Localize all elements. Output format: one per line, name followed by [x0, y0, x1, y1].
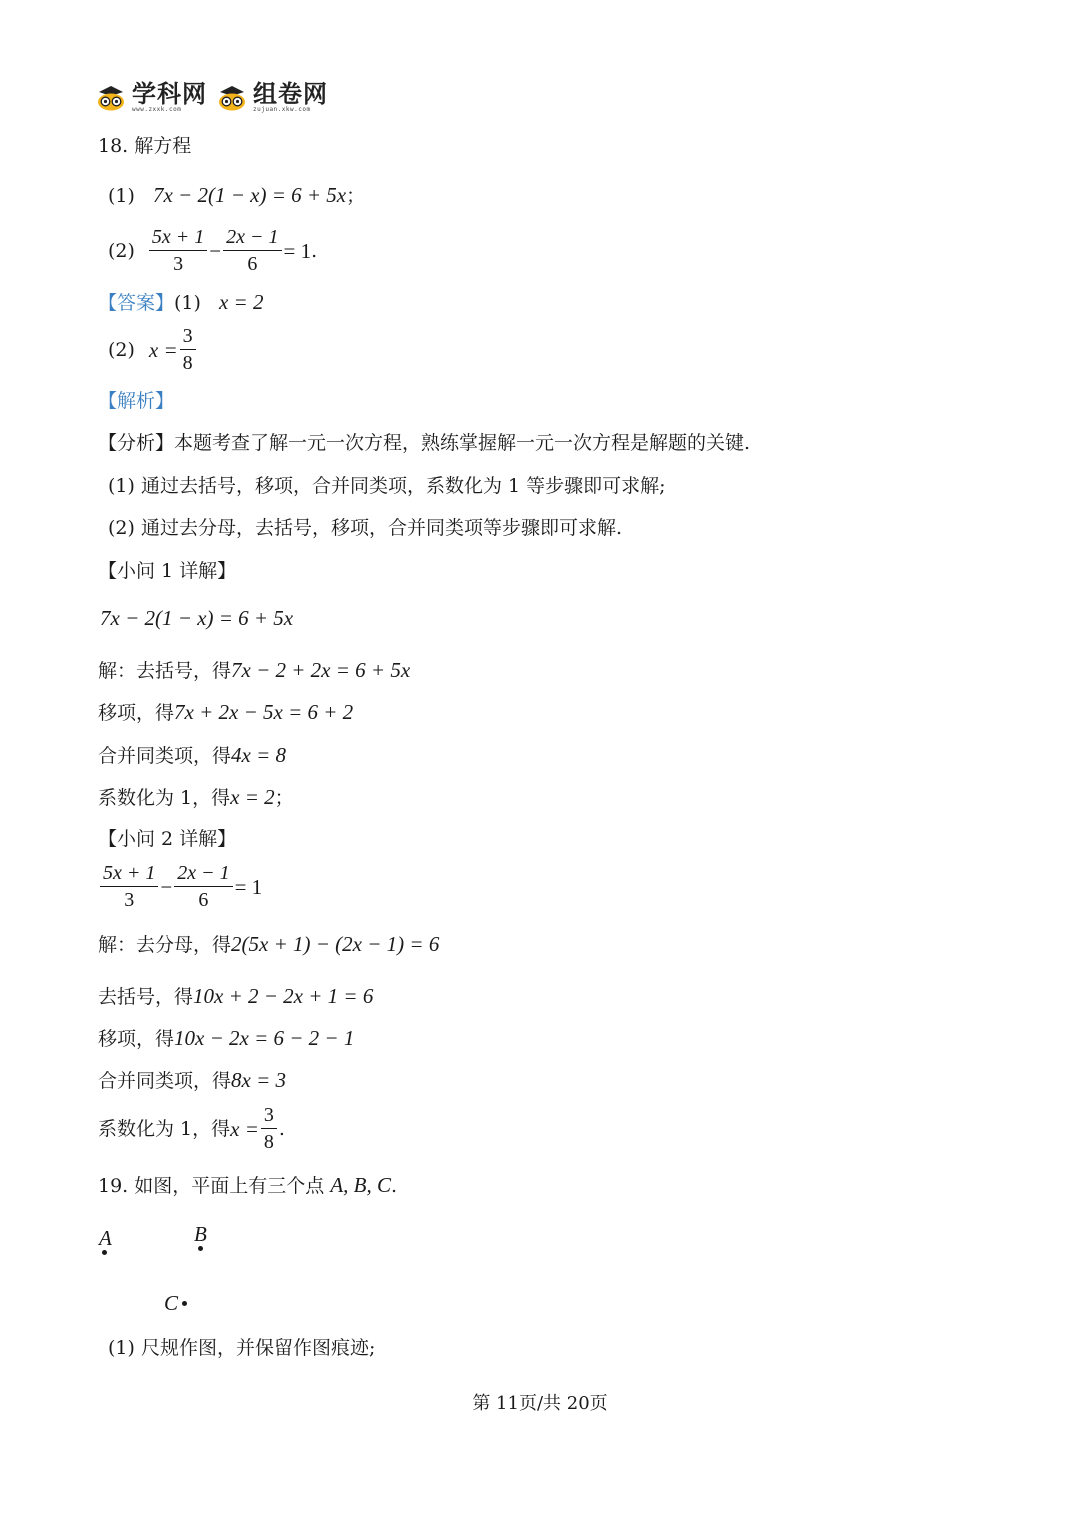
step-equation: 7x + 2x − 5x = 6 + 2: [174, 700, 354, 724]
fraction-numerator: 3: [261, 1102, 277, 1129]
detail-2-rhs: = 1: [234, 874, 263, 899]
detail-2-fraction-2: [174, 860, 232, 913]
detail-2-step-5: [98, 1102, 285, 1155]
logo-xuekewang: [96, 82, 207, 114]
q18-part2-end: .: [311, 239, 318, 262]
step-text: 合并同类项，得: [98, 1070, 232, 1092]
q18-part2-rhs: = 1: [283, 238, 312, 263]
fraction-denominator: 6: [198, 889, 209, 911]
step-text: 解：去分母，得: [98, 934, 232, 956]
step-equation: 7x − 2 + 2x = 6 + 5x: [231, 658, 411, 682]
answer-2-lhs: x =: [148, 337, 178, 362]
q18-part2-minus: −: [209, 238, 222, 263]
points-figure: [96, 1222, 256, 1317]
step-text: 合并同类项，得: [98, 745, 232, 767]
fraction-denominator: 8: [182, 352, 193, 374]
step-text: 移项，得: [98, 1028, 175, 1050]
step-text: 解：去括号，得: [98, 660, 232, 682]
point-a-dot: [102, 1250, 107, 1255]
step-fraction: [261, 1102, 277, 1155]
fraction-denominator: 8: [263, 1131, 274, 1153]
step-text: 系数化为 1，得: [98, 1117, 231, 1140]
logo1-text: 学科网: [132, 80, 207, 108]
fraction-denominator: 6: [247, 253, 258, 275]
step-end: ；: [274, 787, 294, 809]
logo-zujuanwang: [217, 82, 328, 114]
fraction-numerator: 5x + 1: [149, 224, 207, 251]
owl-logo-icon: [96, 85, 126, 111]
q18-part1-end: ；: [346, 185, 366, 207]
q18-part2-fraction-2: [223, 224, 281, 277]
analysis-step-1: (1) 通过去括号，移项，合并同类项，系数化为 1 等步骤即可求解;: [108, 475, 666, 497]
detail-2-title: 【小问 2 详解】: [98, 828, 237, 850]
question-18-title: 18. 解方程: [98, 135, 192, 157]
q19-part1: (1) 尺规作图，并保留作图痕迹;: [108, 1337, 376, 1359]
detail-1-equation: [100, 606, 293, 631]
detail-2-step-1: [98, 932, 439, 957]
answer-line-2: [108, 323, 198, 376]
detail-2-fraction-1: [100, 860, 158, 913]
point-b-dot: [198, 1246, 203, 1251]
step-equation: 10x − 2x = 6 − 2 − 1: [174, 1026, 355, 1050]
q18-part2-label: (2): [108, 239, 135, 262]
detail-1-title: 【小问 1 详解】: [98, 560, 237, 582]
page-number: 第 11页/共 20页: [472, 1393, 608, 1414]
q18-part1-label: (1): [108, 185, 135, 207]
step-equation: x = 2: [230, 785, 275, 809]
analysis-tag: 【解析】: [98, 390, 175, 412]
point-c-label: C: [164, 1291, 179, 1315]
step-equation: 2(5x + 1) − (2x − 1) = 6: [231, 932, 440, 956]
fraction-numerator: 3: [180, 323, 196, 350]
point-b-label: B: [194, 1222, 207, 1246]
answer-line-1: [98, 290, 263, 315]
detail-2-equation: [98, 860, 262, 913]
owl-logo-icon: [217, 85, 247, 111]
answer-tag: 【答案】: [98, 292, 175, 314]
detail-1-step-4: [98, 785, 294, 810]
detail-2-step-2: [98, 984, 373, 1009]
point-c-dot: [182, 1301, 187, 1306]
analysis-summary: 【分析】本题考查了解一元一次方程，熟练掌握解一元一次方程是解题的关键.: [98, 432, 751, 454]
detail-1-step-3: [98, 743, 286, 768]
analysis-step-2: (2) 通过去分母，去括号，移项，合并同类项等步骤即可求解.: [108, 517, 622, 539]
answer-2-label: (2): [108, 338, 135, 361]
q18-part2-fraction-1: [149, 224, 207, 277]
step-equation: 4x = 8: [231, 743, 287, 767]
detail-1-equation-text: 7x − 2(1 − x) = 6 + 5x: [100, 606, 294, 630]
logo1-sub: www.zxxk.com: [132, 106, 182, 113]
step-equation-lhs: x =: [230, 1116, 259, 1141]
answer-1-value: x = 2: [218, 290, 264, 314]
q19-title-end: .: [390, 1175, 398, 1197]
detail-1-step-1: [98, 658, 410, 683]
step-text: 去括号，得: [98, 986, 194, 1008]
step-text: 移项，得: [98, 702, 175, 724]
detail-1-step-2: [98, 700, 353, 725]
step-equation: 8x = 3: [231, 1068, 287, 1092]
fraction-denominator: 3: [173, 253, 184, 275]
fraction-numerator: 5x + 1: [100, 860, 158, 887]
step-text: 系数化为 1，得: [98, 787, 231, 809]
logo2-sub: zujuan.xkw.com: [253, 106, 311, 113]
answer-2-fraction: [180, 323, 196, 376]
step-end: .: [278, 1117, 285, 1140]
answer-1-label: (1): [174, 292, 201, 314]
q19-title-text: 19. 如图，平面上有三个点: [98, 1175, 325, 1197]
q19-title-points: A, B, C: [330, 1173, 391, 1197]
q18-part2: [108, 224, 317, 277]
step-equation: 10x + 2 − 2x + 1 = 6: [193, 984, 374, 1008]
detail-2-minus: −: [160, 874, 173, 899]
q18-part1: [108, 183, 365, 208]
point-a-label: A: [99, 1226, 112, 1250]
fraction-denominator: 3: [124, 889, 135, 911]
detail-2-step-4: [98, 1068, 286, 1093]
fraction-numerator: 2x − 1: [223, 224, 281, 251]
logo2-text: 组卷网: [253, 80, 328, 108]
detail-2-step-3: [98, 1026, 354, 1051]
fraction-numerator: 2x − 1: [174, 860, 232, 887]
q18-part1-equation: 7x − 2(1 − x) = 6 + 5x: [152, 183, 347, 207]
question-19-title: [98, 1173, 397, 1198]
